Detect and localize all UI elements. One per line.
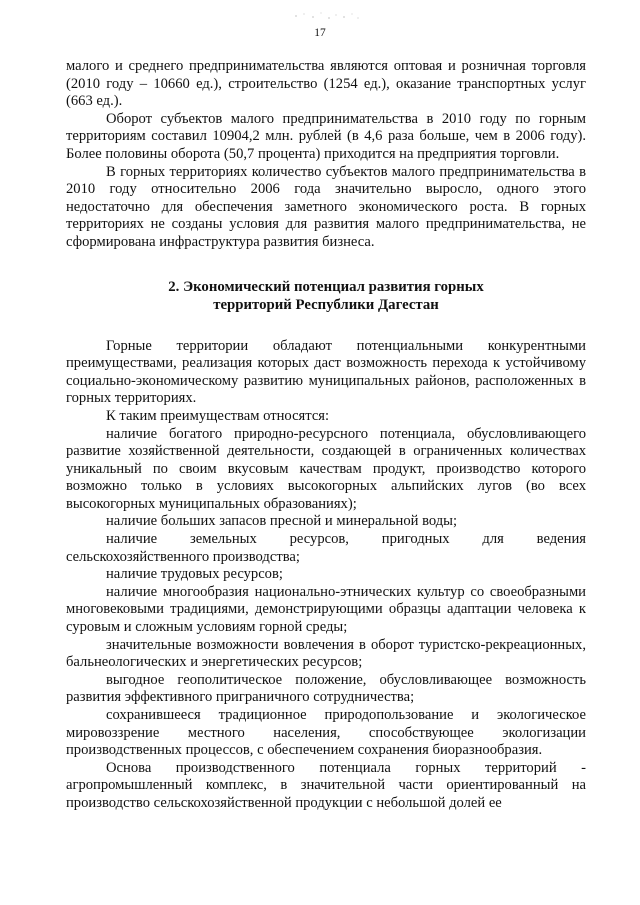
paragraph: Основа производственного потенциала горных территорий - агропромышленный комплекс, в значительной части ориентированный на производство сельскохозяйственной продукции с небольшой долей ее (66, 759, 586, 811)
list-item: значительные возможности вовлечения в оборот туристско-рекреационных, бальнеологических и энергетических ресурсов; (66, 636, 586, 671)
section-heading-line: 2. Экономический потенциал развития горных (168, 278, 484, 295)
paragraph: К таким преимуществам относятся: (106, 407, 330, 424)
list-item: наличие трудовых ресурсов; (106, 566, 283, 583)
scan-artifact (292, 8, 362, 22)
list-item: наличие многообразия национально-этнических культур со своеобразными многовековыми традициями, демонстрирующими образцы адаптации человека к суровым и сложным условиям горной среды; (66, 583, 586, 636)
list-item: выгодное геополитическое положение, обусловливающее возможность развития эффективного приграничного сотрудничества; (66, 671, 586, 706)
list-item: наличие богатого природно-ресурсного потенциала, обусловливающего развитие хозяйственной деятельности, создающей в ограниченных количествах уникальный по своим вкусовым качествам продукт, производство которого возможно только в условиях высокогорных альпийских лугов (во всех высокогорных муниципальных образованиях); (66, 425, 586, 512)
paragraph: В горных территориях количество субъектов малого предпринимательства в 2010 году относительно 2006 года значительно выросло, одного этого недостаточно для обеспечения заметного экономического роста. В горных территориях не созданы условия для развития малого предпринимательства, не сформирована инфраструктура развития бизнеса. (66, 163, 586, 250)
list-item: сохранившееся традиционное природопользование и экологическое мировоззрение местного населения, способствующее экологизации производственных процессов, с обеспечением сохранения биоразнообразия. (66, 707, 586, 759)
paragraph: Оборот субъектов малого предпринимательства в 2010 году по горным территориям составил 10904,2 млн. рублей (в 4,6 раза больше, чем в 2006 году). Более половины оборота (50,7 процента) приходится на предприятия торговли. (66, 110, 586, 162)
section-heading-line: территорий Республики Дагестан (213, 296, 439, 313)
section-heading (66, 278, 586, 314)
paragraph: Горные территории обладают потенциальными конкурентными преимуществами, реализация которых даст возможность перехода к устойчивому социально-экономическому развитию муниципальных районов, расположенных в горных территориях. (66, 337, 586, 407)
paragraph: малого и среднего предпринимательства являются оптовая и розничная торговля (2010 году – 10660 ед.), строительство (1254 ед.), оказание транспортных услуг (663 ед.). (66, 58, 586, 110)
page-number: 17 (314, 27, 326, 39)
document-body (66, 58, 586, 813)
list-item: наличие больших запасов пресной и минеральной воды; (106, 513, 458, 530)
list-item: наличие земельных ресурсов, пригодных для ведения сельскохозяйственного производства; (66, 531, 586, 565)
